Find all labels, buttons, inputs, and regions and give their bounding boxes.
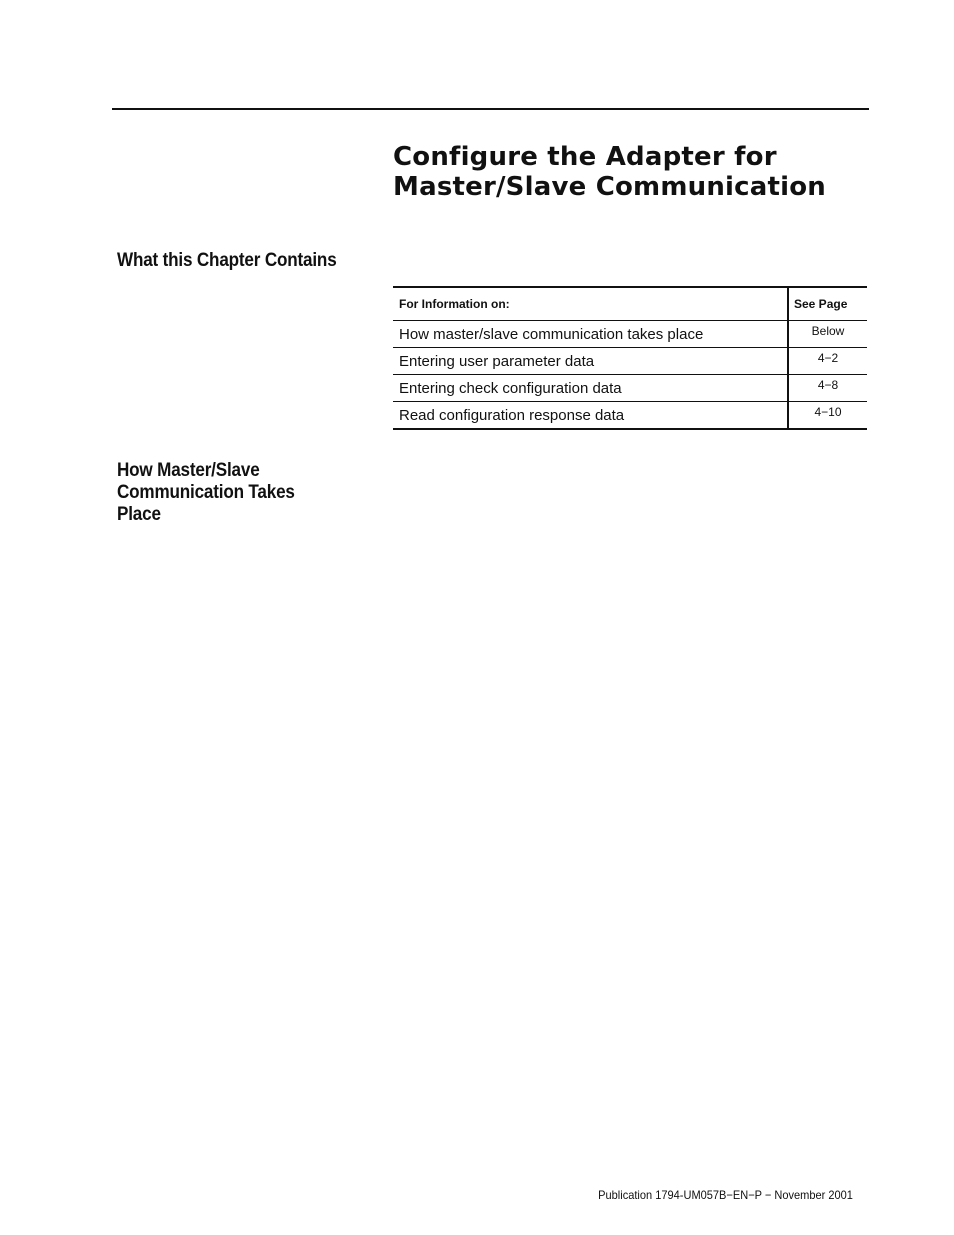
section-heading-how-communication (117, 460, 324, 526)
section-heading-line3: Place (117, 504, 161, 525)
section-heading-line2: Communication Takes (117, 482, 295, 503)
page-cell: 4−8 (788, 375, 867, 402)
chapter-title-line2: Master/Slave Communication (393, 172, 827, 202)
top-rule (112, 108, 869, 110)
table-row (393, 375, 867, 402)
section-heading-line1: How Master/Slave (117, 460, 260, 481)
column-header-page: See Page (788, 287, 867, 321)
page-cell: 4−2 (788, 348, 867, 375)
section-heading-chapter-contents: What this Chapter Contains (117, 250, 337, 271)
table-row (393, 321, 867, 348)
topic-cell: Entering check configuration data (393, 375, 788, 402)
table-row (393, 402, 867, 430)
chapter-title (393, 142, 913, 202)
chapter-title-line1: Configure the Adapter for (393, 142, 777, 172)
page-cell: Below (788, 321, 867, 348)
table-header-row (393, 287, 867, 321)
chapter-contents-table (393, 286, 867, 430)
table-row (393, 348, 867, 375)
topic-cell: Read configuration response data (393, 402, 788, 430)
column-header-topic: For Information on: (393, 287, 788, 321)
topic-cell: How master/slave communication takes place (393, 321, 788, 348)
publication-footer: Publication 1794-UM057B−EN−P − November 2001 (598, 1188, 853, 1202)
topic-cell: Entering user parameter data (393, 348, 788, 375)
page-cell: 4−10 (788, 402, 867, 430)
